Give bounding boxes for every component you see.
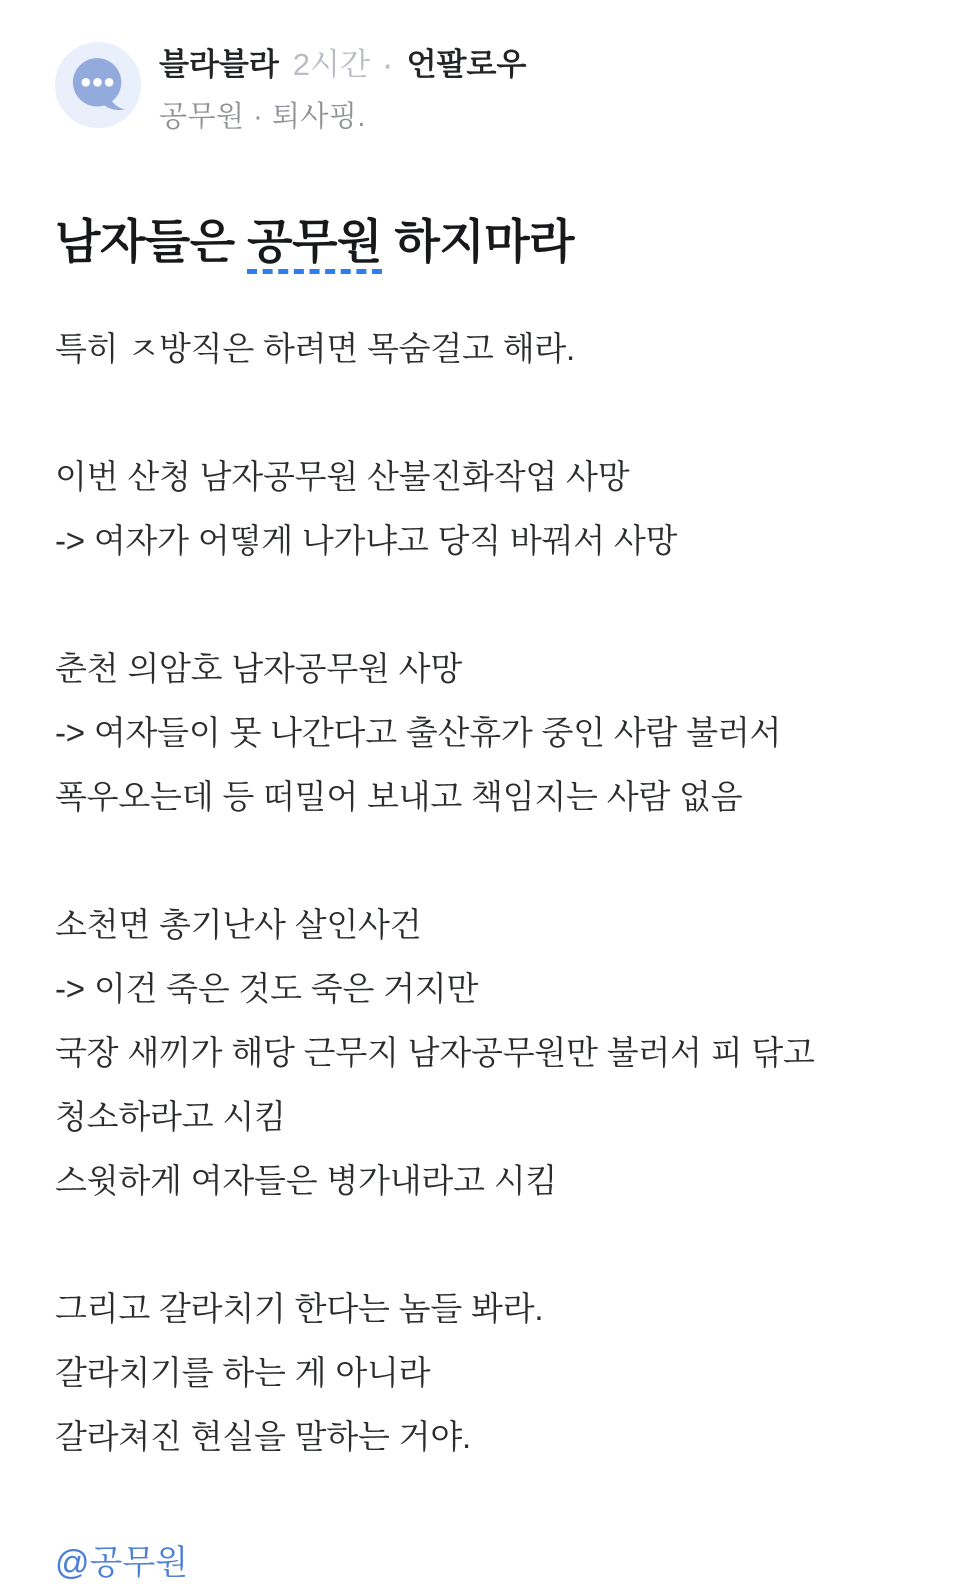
paragraph-1: [55, 317, 911, 381]
post-body: [55, 317, 911, 1469]
body-line: 폭우오는데 등 떠밀어 보내고 책임지는 사람 없음: [55, 778, 743, 815]
body-line: 이번 산청 남자공무원 산불진화작업 사망: [55, 458, 630, 495]
avatar[interactable]: [55, 42, 141, 128]
title-suffix: 하지마라: [381, 215, 575, 268]
body-line: 국장 새끼가 해당 근무지 남자공무원만 불러서 피 닦고: [55, 1034, 815, 1071]
title-highlighted-term[interactable]: 공무원: [247, 215, 382, 274]
body-line: 특히 ㅈ방직은 하려면 목숨걸고 해라.: [55, 330, 576, 367]
paragraph-5: [55, 1277, 911, 1469]
header-line1: [159, 46, 526, 85]
unfollow-button[interactable]: 언팔로우: [406, 47, 527, 82]
paragraph-4: [55, 893, 911, 1213]
body-line: 소천면 총기난사 살인사건: [55, 906, 422, 943]
mention-link[interactable]: @공무원: [55, 1544, 189, 1582]
post-title: [55, 211, 911, 273]
dot-separator: ·: [383, 51, 393, 81]
body-line: 갈라쳐진 현실을 말하는 거야.: [55, 1418, 472, 1455]
author-name[interactable]: 블라블라: [159, 47, 279, 82]
body-line: -> 여자들이 못 나간다고 출산휴가 중인 사람 불러서: [55, 714, 782, 751]
body-line: 스윗하게 여자들은 병가내라고 시킴: [55, 1162, 558, 1199]
title-prefix: 남자들은: [55, 215, 248, 268]
header-line2: [159, 94, 526, 135]
paragraph-2: [55, 445, 911, 573]
body-line: -> 여자가 어떻게 나가냐고 당직 바꿔서 사망: [55, 522, 678, 559]
body-line: 갈라치기를 하는 게 아니라: [55, 1354, 431, 1391]
post-header: [55, 42, 911, 135]
post-meta: 공무원 · 퇴사핑.: [159, 101, 366, 133]
body-line: -> 이건 죽은 것도 죽은 거지만: [55, 970, 479, 1007]
body-line: 청소하라고 시킴: [55, 1098, 286, 1135]
body-line: 춘천 의암호 남자공무원 사망: [55, 650, 463, 687]
speech-bubble-icon: [55, 42, 141, 128]
header-text: [159, 42, 526, 135]
body-line: 그리고 갈라치기 한다는 놈들 봐라.: [55, 1290, 544, 1327]
post-time: 2시간: [292, 47, 370, 82]
paragraph-3: [55, 637, 911, 829]
